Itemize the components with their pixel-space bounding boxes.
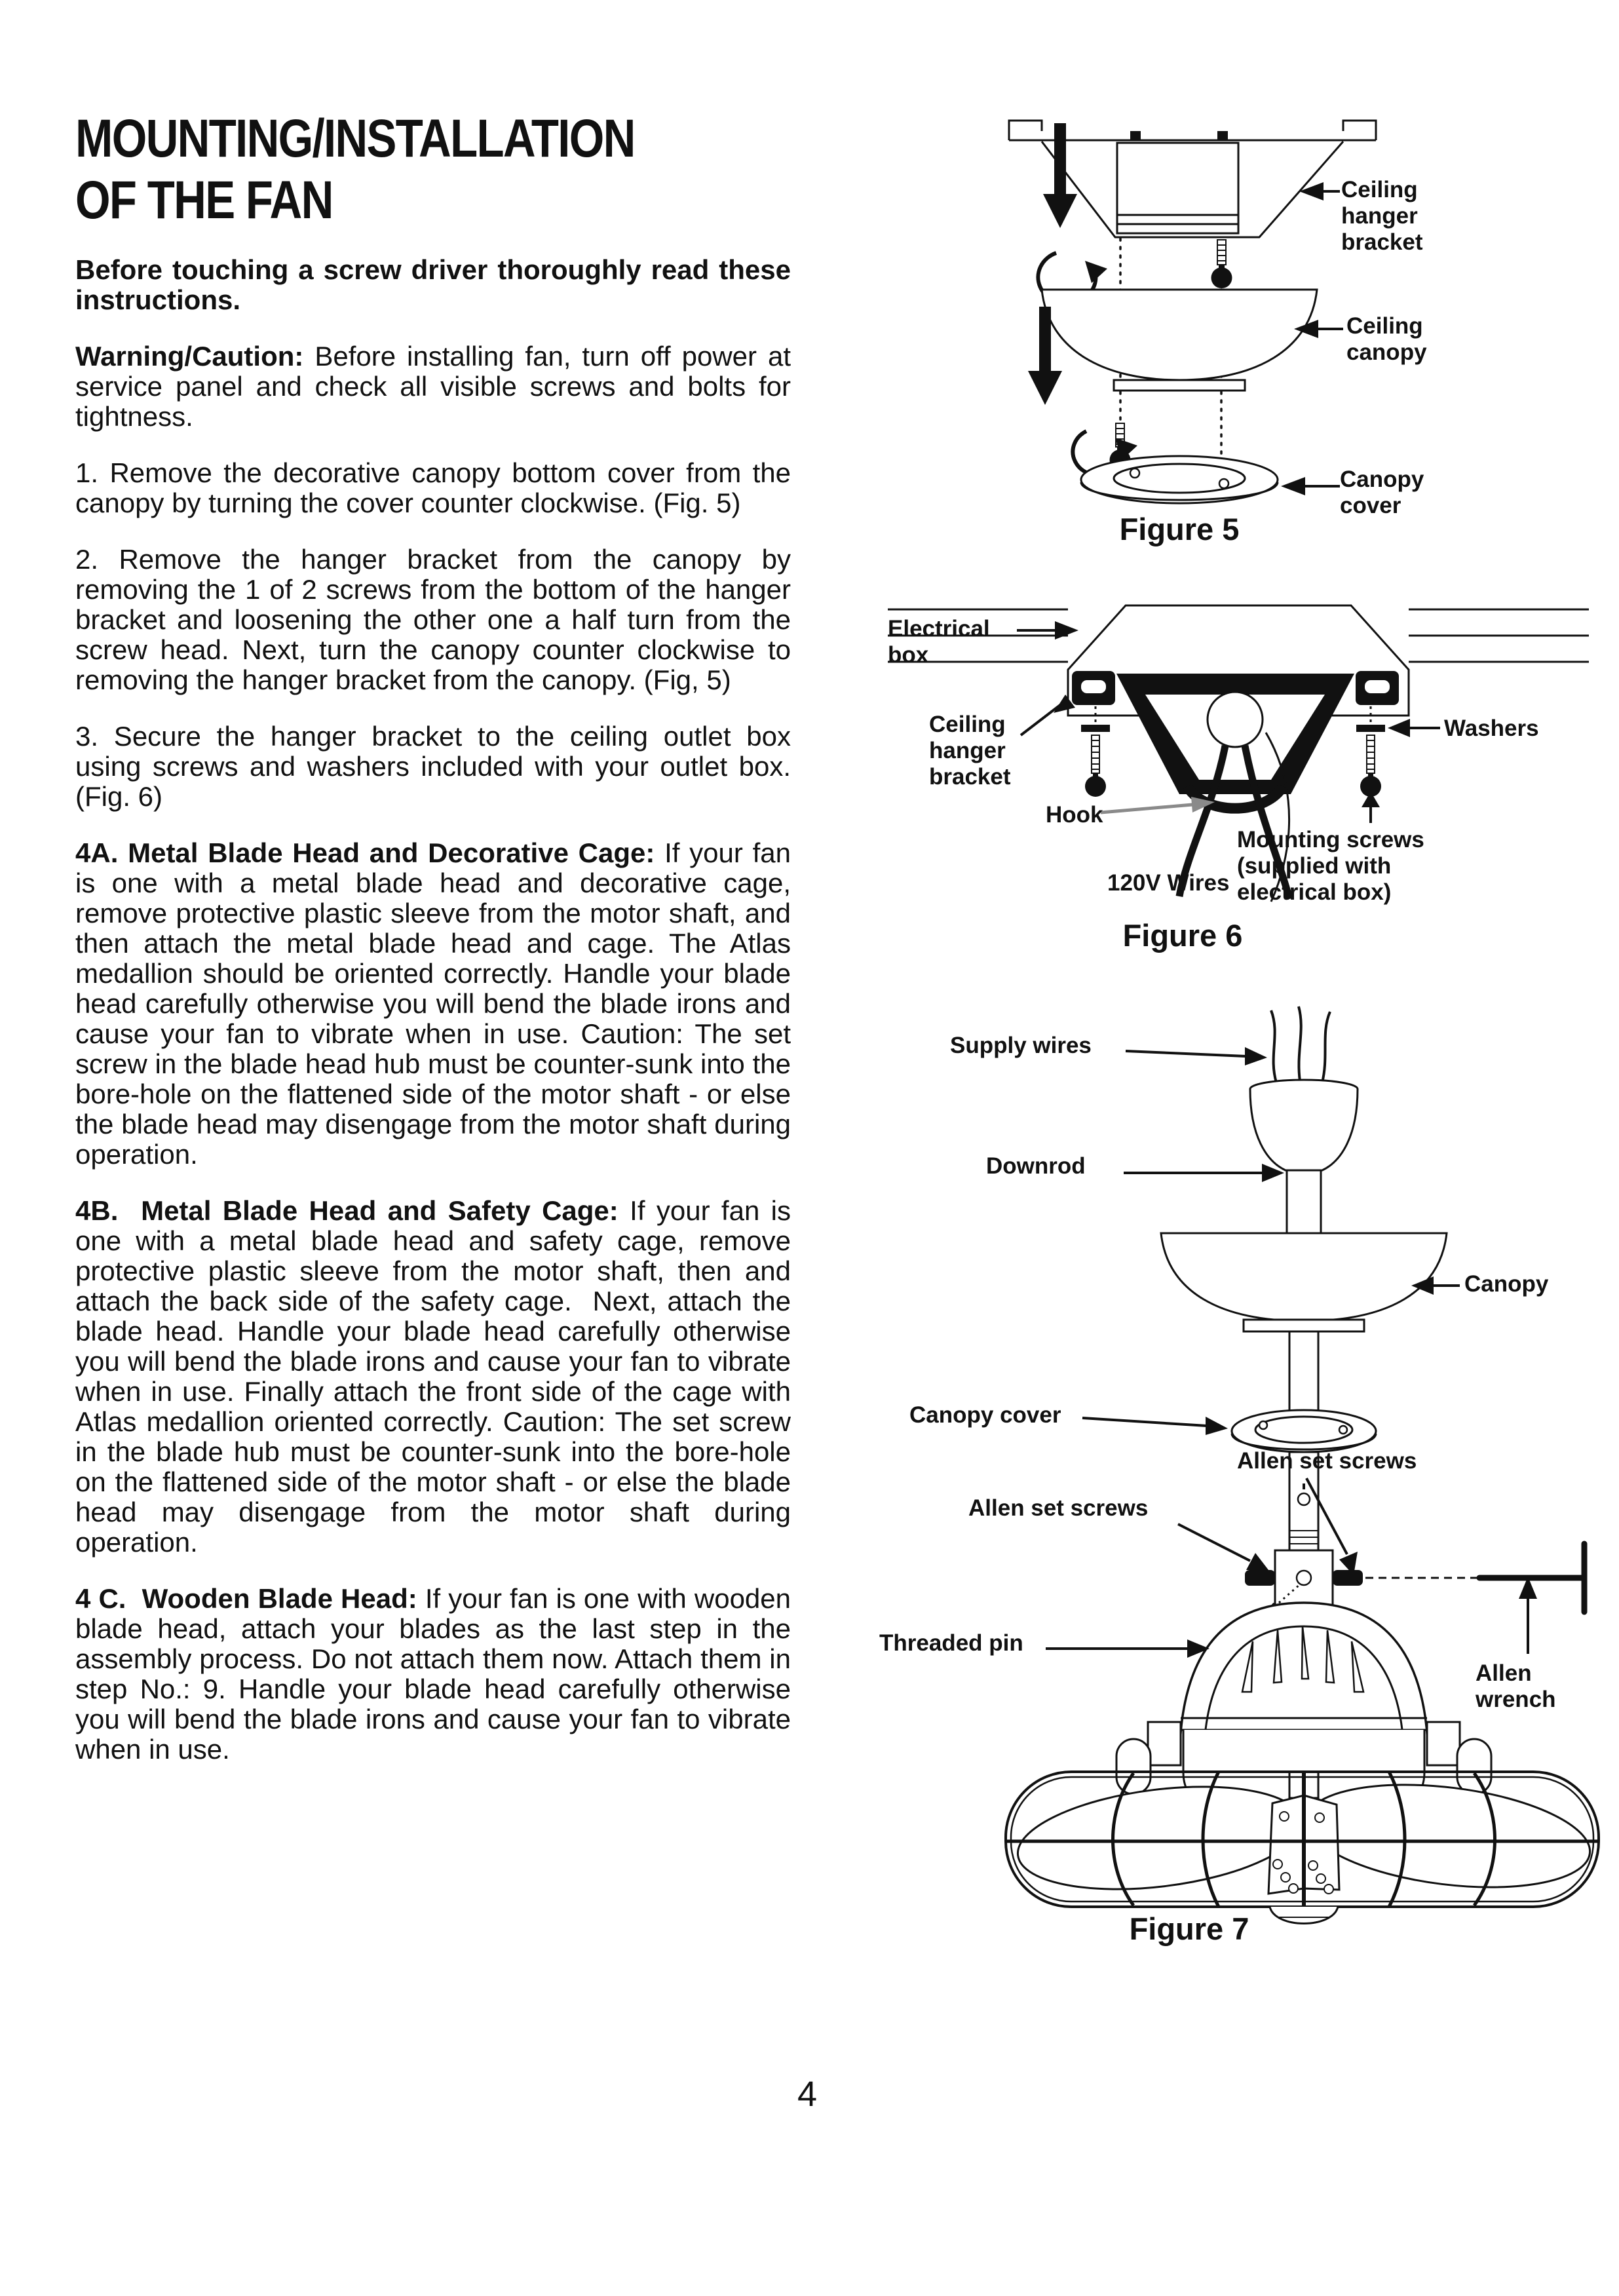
step-4b-lead: 4B. Metal Blade Head and Safety Cage: [75,1195,619,1226]
supply-wires-drawing [1271,1006,1330,1082]
step-4b-text: If your fan is one with a metal blade head and safety cage, remove protective plastic sleeve from the motor shaft, then and attach the back side of the safety cage. Next, attach the blade head. Handle your blade head carefully otherwise you will bend the blade irons and cause your fan to vibrate when in use. Finally attach the front side of the cage with Atlas medallion oriented correctly. Caution: The set screw in the blade hub must be counter-sunk into the bore-hole on the flattened side of the motor shaft - or else the blade head may disengage from the motor shaft during operation. [75,1195,791,1558]
side-knob-left [1116,1739,1151,1794]
figure-6-caption: Figure 6 [1122,918,1243,953]
label-ceiling-hanger-bracket: Ceiling hanger bracket [929,712,1011,790]
label-arrow-supply-wires [1126,1047,1267,1065]
downrod-hole [1208,692,1263,747]
label-canopy-cover: Canopy cover [909,1402,1061,1428]
step-4c-paragraph [75,1584,791,1765]
label-ceiling-canopy: Ceiling canopy [1346,313,1427,365]
bracket-screw [1211,240,1232,288]
label-allen-wrench: Allen wrench [1476,1660,1556,1712]
plate-screw-left [1130,131,1141,140]
allen-set-screw-right [1333,1570,1363,1586]
warning-lead: Warning/Caution: [75,341,304,372]
figure-7-caption: Figure 7 [1129,1911,1249,1946]
bracket-slot-right [1365,680,1390,693]
canopy-bowl [1042,290,1317,380]
canopy-cover-drawing [1081,456,1278,503]
pin-hole [1298,1493,1310,1505]
bracket-trapezoid [1042,142,1343,237]
label-allen-set-screws-lower: Allen set screws [968,1495,1149,1521]
step-1-paragraph [75,458,791,518]
label-hook: Hook [1046,802,1103,828]
label-arrow-mounting-screws [1362,792,1380,823]
allen-wrench-drawing [1479,1544,1584,1612]
cover-inner-ring [1255,1417,1352,1443]
label-arrow-downrod [1124,1164,1284,1182]
plate-tab-left [1009,121,1042,140]
label-ceiling-hanger-bracket: Ceiling hanger bracket [1341,177,1423,255]
label-supply-wires: Supply wires [950,1033,1092,1058]
figure-5-drawing [983,98,1599,544]
step-3-paragraph [75,721,791,812]
step-2-paragraph [75,545,791,695]
cover-notch-left [1130,469,1139,478]
figure-5 [983,98,1612,557]
figure-5-caption: Figure 5 [1119,512,1240,546]
label-canopy-cover: Canopy cover [1340,467,1424,518]
plate-screw-right [1217,131,1228,140]
figure-7 [852,996,1619,1966]
label-arrow-allen-wrench [1519,1577,1537,1654]
bracket-receiver [1117,143,1238,233]
canopy-cover-drawing [1232,1410,1376,1452]
washer-right [1356,725,1385,732]
warning-text: Before installing fan, turn off power at service panel and check all visible screws and bolts for tightness. [75,341,791,432]
bracket-slot-left [1081,680,1106,693]
down-arrow-upper-icon [1043,123,1077,228]
page-number: 4 [797,2075,818,2114]
step-4a-lead: 4A. Metal Blade Head and Decorative Cage: [75,837,655,868]
canopy-drawing [1161,1233,1447,1331]
label-arrow-threaded-pin [1046,1639,1209,1658]
step-4a-text: If your fan is one with a metal blade head and decorative cage, remove protective plastic sleeve from the motor shaft, and then attach the metal blade head and cage. The Atlas medallion should be oriented correctly. Handle your blade head carefully otherwise you will bend the blade irons and cause your fan to vibrate when in use. Caution: The set screw in the blade head hub must be counter-sunk into the bore-hole on the flattened side of the motor shaft - or else the blade head may disengage from the motor shaft during operation. [75,837,791,1170]
page-title-line-1: MOUNTING/INSTALLATION [75,109,635,168]
step-4a-paragraph [75,838,791,1170]
step-4b-paragraph [75,1196,791,1558]
label-120v-wires: 120V Wires [1107,870,1230,896]
label-electrical-box: Electrical box [888,616,990,668]
cover-notch-right [1339,1426,1347,1434]
label-arrow-canopy-cover [1082,1417,1228,1435]
plate-tab-right [1343,121,1376,140]
label-arrow-allen-lower [1178,1524,1268,1570]
canopy-rim [1114,380,1245,391]
receiver-lines [1117,215,1238,224]
figure-7-drawing [852,996,1619,1953]
step-4c-lead: 4 C. Wooden Blade Head: [75,1583,417,1614]
figure-6 [852,596,1619,963]
warning-paragraph [75,341,791,432]
screw-head [1211,267,1232,288]
step-2-text: 2. Remove the hanger bracket from the canopy by removing the 1 of 2 screws from the bottom of the hanger bracket and loosening the other one a half turn from the screw head. Next, turn the canopy counter clockwise to removing the hanger bracket from the canopy. (Fig, 5) [75,544,791,695]
cover-notch-right [1219,479,1229,488]
allen-set-screw-left [1245,1570,1275,1586]
downrod-drawing [1287,1170,1321,1233]
page-title-line-2: OF THE FAN [75,170,333,230]
step-1-text: 1. Remove the decorative canopy bottom cover from the canopy by turning the cover counter clockwise. (Fig. 5) [75,457,791,518]
downrod-middle [1289,1331,1318,1417]
label-arrow-washers [1388,719,1440,737]
side-knob-right [1457,1739,1491,1794]
step-4c-text: If your fan is one with wooden blade head, attach your blades as the last step in the assembly process. Do not attach them now. Attach them in step No.: 9. Handle your blade head carefully otherwise you will bend the blade irons and cause your fan to vibrate when in use. [75,1583,791,1765]
step-3-text: 3. Secure the hanger bracket to the ceiling outlet box using screws and washers included with your outlet box. (Fig. 6) [75,721,791,812]
label-arrow-cover [1281,477,1340,495]
intro-paragraph [75,255,791,315]
ceiling-canopy-drawing [1042,290,1317,391]
canopy-bowl [1161,1233,1447,1321]
label-downrod: Downrod [986,1153,1086,1179]
side-block-right [1427,1722,1460,1765]
label-allen-set-screws-upper: Allen set screws [1237,1448,1417,1474]
page-title [75,108,791,231]
label-mounting-screws: Mounting screws (supplied with electrical box) [1237,827,1424,905]
side-block-left [1148,1722,1181,1765]
cover-notch-left [1259,1421,1267,1429]
label-threaded-pin: Threaded pin [879,1630,1023,1656]
downrod-ball-drawing [1250,1080,1358,1170]
label-canopy: Canopy [1464,1271,1549,1297]
mounting-screw-right [1356,706,1385,797]
text-column [75,108,791,1765]
intro-bold: Before touching a screw driver thoroughly read these instructions. [75,254,791,315]
canopy-rim [1244,1320,1364,1331]
label-washers: Washers [1444,716,1539,741]
